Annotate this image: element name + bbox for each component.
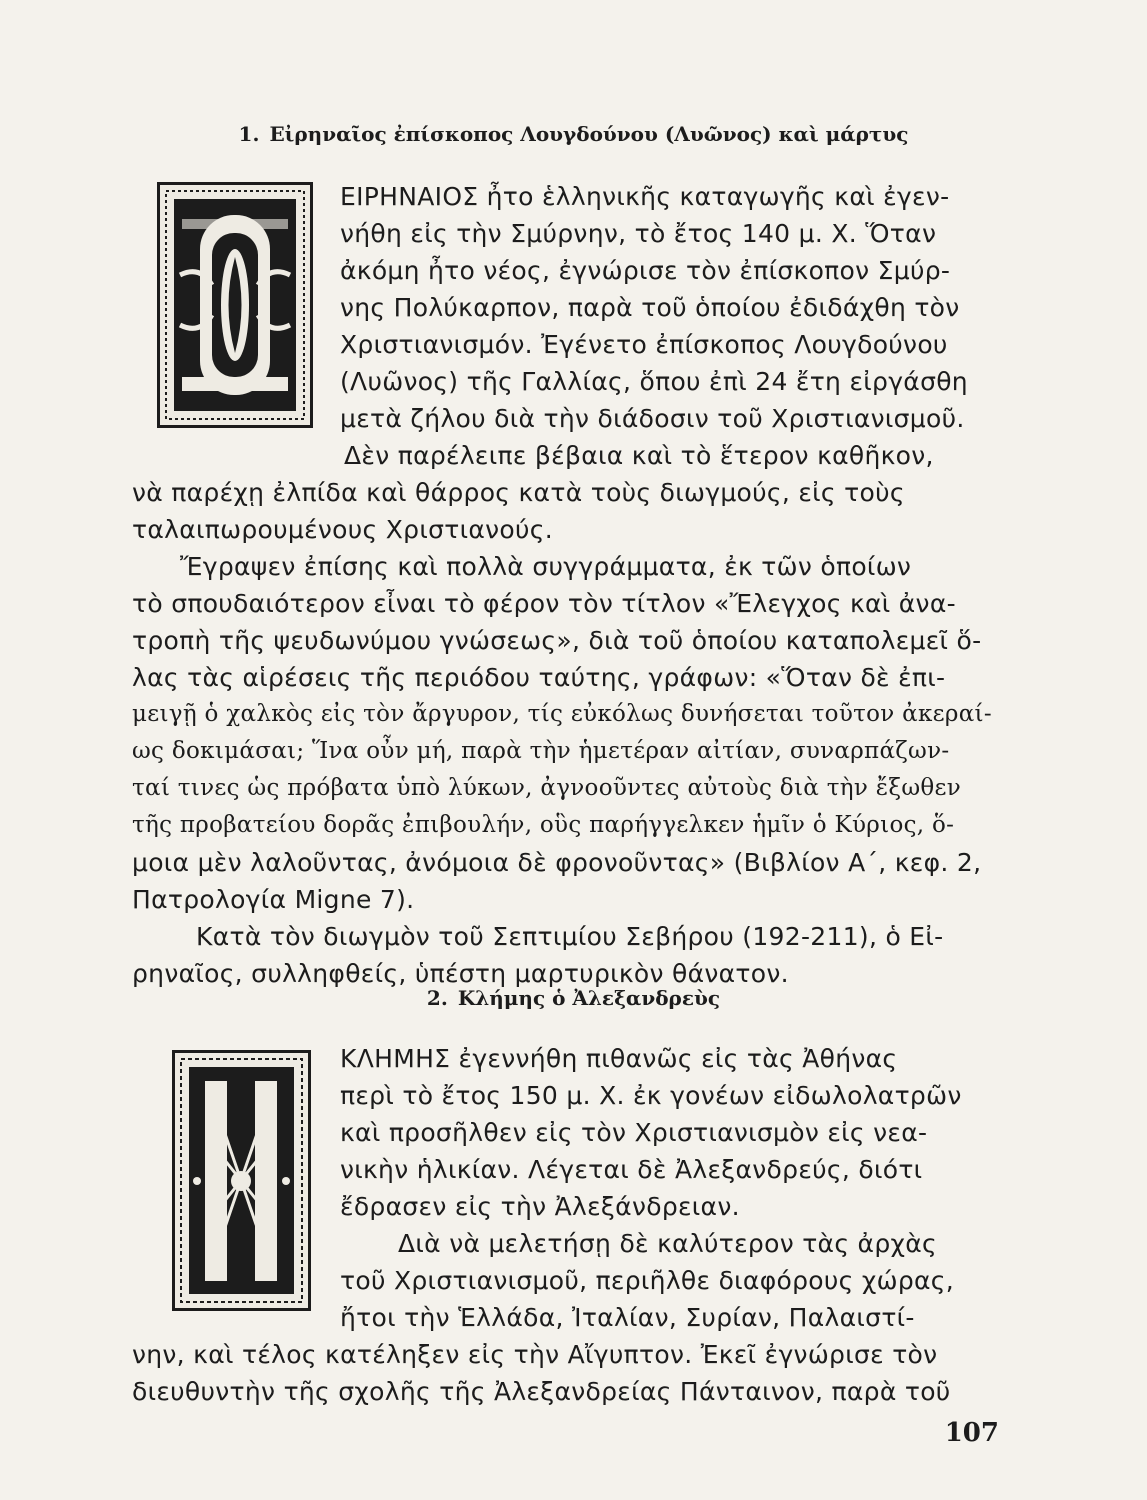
section-2-line: ἤτοι τὴν Ἑλλάδα, Ἰταλίαν, Συρίαν, Παλαιστί- xyxy=(340,1303,915,1332)
section-1-line: Δὲν παρέλειπε βέβαια καὶ τὸ ἕτερον καθῆκον, xyxy=(344,441,934,470)
section-2-line: περὶ τὸ ἔτος 150 μ. Χ. ἐκ γονέων εἰδωλολατρῶν xyxy=(340,1081,962,1110)
section-2-number: 2. xyxy=(426,986,448,1010)
section-2-line: νην, καὶ τέλος κατέληξεν εἰς τὴν Αἴγυπτον. Ἐκεῖ ἐγνώρισε τὸν xyxy=(132,1340,938,1369)
section-1-line: Κατὰ τὸν διωγμὸν τοῦ Σεπτιμίου Σεβήρου (192-211), ὁ Εἰ- xyxy=(196,922,944,951)
section-1-line: μειγῇ ὁ χαλκὸς εἰς τὸν ἄργυρον, τίς εὐκόλως δυνήσεται τοῦτον ἀκεραί- xyxy=(132,701,992,727)
section-1-line: ρηναῖος, συλληφθείς, ὑπέστη μαρτυρικὸν θάνατον. xyxy=(132,959,789,988)
section-1-line: μοια μὲν λαλοῦντας, ἀνόμοια δὲ φρονοῦντας» (Βιβλίον Α΄, κεφ. 2, xyxy=(132,848,982,877)
section-1-line: νήθη εἰς τὴν Σμύρνην, τὸ ἔτος 140 μ. Χ. Ὅταν xyxy=(340,219,937,248)
section-1-line: Χριστιανισμόν. Ἐγένετο ἐπίσκοπος Λουγδούνου xyxy=(340,330,948,359)
section-1-number: 1. xyxy=(238,122,260,146)
section-2-decorated-initial xyxy=(172,1050,311,1311)
section-1-line: μετὰ ζήλου διὰ τὴν διάδοσιν τοῦ Χριστιανισμοῦ. xyxy=(340,404,965,433)
section-2-line: ἔδρασεν εἰς τὴν Ἀλεξάνδρειαν. xyxy=(340,1192,740,1221)
section-2-decorated-initial-art xyxy=(175,1053,308,1308)
section-2-line: διευθυντὴν τῆς σχολῆς τῆς Ἀλεξανδρείας Πάνταινον, παρὰ τοῦ xyxy=(132,1377,951,1406)
section-1-line: Ἔγραψεν ἐπίσης καὶ πολλὰ συγγράμματα, ἐκ τῶν ὁποίων xyxy=(180,552,912,581)
section-2-line: καὶ προσῆλθεν εἰς τὸν Χριστιανισμὸν εἰς νεα- xyxy=(340,1118,928,1147)
section-1-line: (Λυῶνος) τῆς Γαλλίας, ὅπου ἐπὶ 24 ἔτη εἰργάσθη xyxy=(340,367,968,396)
section-1-line: ταλαιπωρουμένους Χριστιανούς. xyxy=(132,515,553,544)
section-1-line: νης Πολύκαρπον, παρὰ τοῦ ὁποίου ἐδιδάχθη τὸν xyxy=(340,293,960,322)
section-2-line: τοῦ Χριστιανισμοῦ, περιῆλθε διαφόρους χώρας, xyxy=(340,1266,954,1295)
section-2-line: νικὴν ἡλικίαν. Λέγεται δὲ Ἀλεξανδρεύς, διότι xyxy=(340,1155,923,1184)
section-1-line: ἀκόμη ἦτο νέος, ἐγνώρισε τὸν ἐπίσκοπον Σμύρ- xyxy=(340,256,951,285)
section-1-line: τροπὴ τῆς ψευδωνύμου γνώσεως», διὰ τοῦ ὁποίου καταπολεμεῖ ὅ- xyxy=(132,626,982,655)
section-1-decorated-initial xyxy=(157,182,313,428)
section-2-title: Κλήμης ὁ Ἀλεξανδρεὺς xyxy=(457,986,721,1010)
section-1-line: ως δοκιμάσαι; Ἵνα οὖν μή, παρὰ τὴν ἡμετέραν αἰτίαν, συναρπάζων- xyxy=(132,738,950,764)
section-2-heading xyxy=(0,986,1147,1010)
section-1-line: ταί τινες ὡς πρόβατα ὑπὸ λύκων, ἀγνοοῦντες αὐτοὺς διὰ τὴν ἔξωθεν xyxy=(132,775,962,801)
section-1-line: τὸ σπουδαιότερον εἶναι τὸ φέρον τὸν τίτλον «Ἔλεγχος καὶ ἀνα- xyxy=(132,589,956,618)
section-2-line: ΚΛΗΜΗΣ ἐγεννήθη πιθανῶς εἰς τὰς Ἀθήνας xyxy=(340,1044,898,1073)
section-2-line: Διὰ νὰ μελετήσῃ δὲ καλύτερον τὰς ἀρχὰς xyxy=(398,1229,937,1258)
section-1-title: Εἰρηναῖος ἐπίσκοπος Λουγδούνου (Λυῶνος) καὶ μάρτυς xyxy=(269,122,909,146)
section-1-line: νὰ παρέχῃ ἐλπίδα καὶ θάρρος κατὰ τοὺς διωγμούς, εἰς τοὺς xyxy=(132,478,905,507)
section-1-line: ΕΙΡΗΝΑΙΟΣ ἦτο ἑλληνικῆς καταγωγῆς καὶ ἐγεν- xyxy=(340,182,950,211)
section-1-line: τῆς προβατείου δορᾶς ἐπιβουλήν, οὓς παρήγγελκεν ἡμῖν ὁ Κύριος, ὅ- xyxy=(132,812,955,838)
section-1-line: λας τὰς αἱρέσεις τῆς περιόδου ταύτης, γράφων: «Ὅταν δὲ ἐπι- xyxy=(132,663,946,692)
section-1-line: Πατρολογία Migne 7). xyxy=(132,885,415,914)
section-1-heading xyxy=(0,122,1147,146)
section-1-decorated-initial-art xyxy=(160,185,310,425)
page-number: 107 xyxy=(944,1418,999,1448)
